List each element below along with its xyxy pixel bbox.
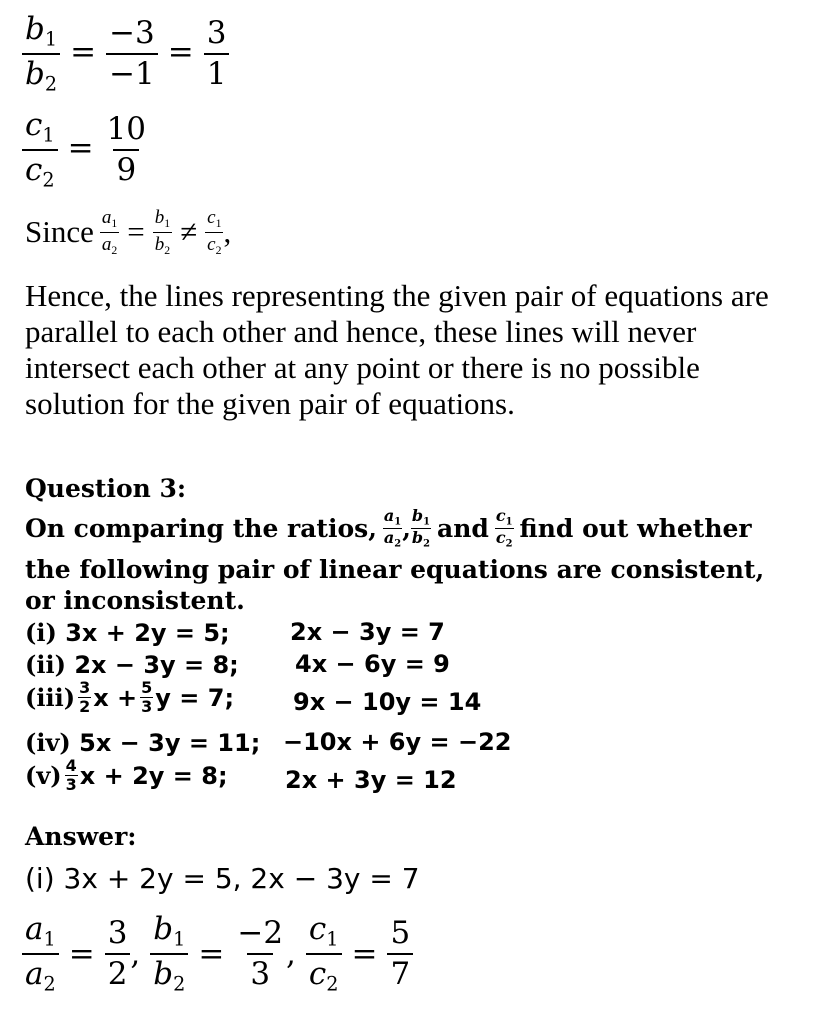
b-ratio-equation: $\frac{b_1}{b_2}$ = $\frac{-3}{-1}$ = $\frac{3}{1}$ (22, 14, 229, 94)
3-over-1: $\frac{3}{1}$ (204, 18, 230, 90)
part-i: (i) 3x + 2y = 5; 2x − 3y = 7 (25, 618, 445, 647)
answer-equation-line: (i) 3x + 2y = 5, 2x − 3y = 7 (25, 862, 420, 895)
minus3-over-minus1: $\frac{-3}{-1}$ (106, 18, 158, 90)
part-v: (v) $\frac{4}{3}$ x + 2y = 8; 2x + 3y = 12 (25, 756, 457, 794)
b1-over-b2: $\frac{b_1}{b_2}$ (22, 14, 60, 94)
question-prompt-line1: On comparing the ratios, $\frac{a_1}{a_2}$ , $\frac{b_1}{b_2}$ and $\frac{c_1}{c_2}$ find out whether (25, 506, 752, 550)
answer-title: Answer: (25, 822, 137, 851)
10-over-9: $\frac{10}{9}$ (106, 110, 147, 188)
question-prompt-rest: the following pair of linear equations are consistent, or inconsistent. (25, 555, 765, 615)
part-iii: (iii) $\frac{3}{2}$ x + $\frac{5}{3}$ y = 7; 9x − 10y = 14 (25, 678, 482, 716)
answer-ratios: $\frac{a_1}{a_2}$ = $\frac{3}{2}$ , $\frac{b_1}{b_2}$ = $\frac{-2}{3}$ , $\frac{c_1}{c_2}$ = $\frac{5}{7}$ (22, 914, 413, 994)
conclusion-paragraph: Hence, the lines representing the given pair of equations are parallel to each other and hence, these lines will never intersect each other at any point or there is no possible solution for the given pair of equations. (25, 278, 769, 421)
c1-over-c2: $\frac{c_1}{c_2}$ (22, 110, 58, 190)
part-ii: (ii) 2x − 3y = 8; 4x − 6y = 9 (25, 650, 450, 679)
c-ratio-equation: $\frac{c_1}{c_2}$ = $\frac{10}{9}$ (22, 110, 149, 190)
question-title: Question 3: (25, 474, 187, 503)
part-iv: (iv) 5x − 3y = 11; −10x + 6y = −22 (25, 728, 512, 757)
since-statement: Since $\frac{a_1}{a_2}$ = $\frac{b_1}{b_2}$ ≠ $\frac{c_1}{c_2}$ , (25, 207, 232, 257)
